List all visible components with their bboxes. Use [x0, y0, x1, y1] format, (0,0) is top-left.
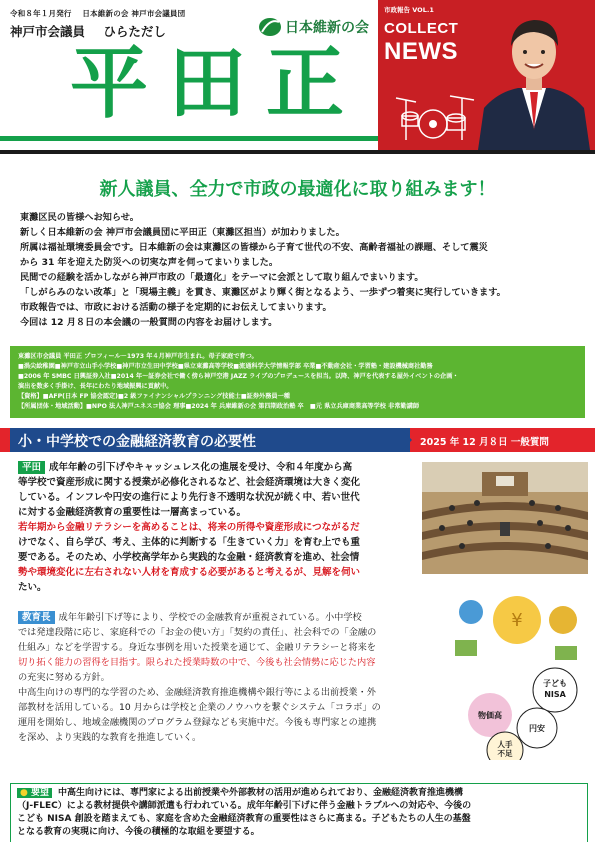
bubble-kids-nisa-2: NISA [544, 690, 566, 699]
question-line: している。インフレや円安の進行により先行き不透明な状況が続く中、若い世代 [18, 492, 360, 503]
name-kana: ひらただし [103, 24, 166, 39]
question-line: 若年期から金融リテラシーを高めることは、将来の所得や資産形成につながるだ [18, 522, 360, 533]
section-title: 小・中学校での金融経済教育の必要性 [18, 434, 256, 450]
question-line: けでなく、自ら学び、考え、主体的に判断する「生きていく力」を育む上でも重 [18, 537, 361, 548]
svg-text:¥: ¥ [511, 610, 523, 631]
answer-line: を深め、より実践的な教育を推進していく。 [18, 732, 202, 743]
question-line: 成年年齢の引下げやキャッシュレス化の進展を受け、令和４年度から高 [49, 462, 353, 473]
section-chevron [400, 428, 412, 452]
intro-line: 「しがらみのない改革」と「現場主義」を貫き、東灘区がより輝く街となるよう、一歩ずつ着実に実行していきます。 [20, 287, 506, 298]
collect-label: COLLECT [384, 20, 459, 37]
collect-news-panel [378, 0, 595, 150]
question-line: 等学校で資産形成に関する授業が必修化されるなど、社会経済環境は大きく変化 [18, 477, 361, 488]
section-date: 2025 年 12 月８日 一般質問 [420, 437, 549, 448]
economy-illustration [445, 590, 590, 760]
answer-line: 切り拓く能力の習得を目指す。限られた授業時数の中で、今後も社会情勢に応じた内容 [18, 657, 376, 668]
profile-line: 東灘区市会議員 平田正 プロフィール－1973 年４月神戸市生まれ。母子家庭で育つ。 [18, 353, 258, 360]
issue-date: 令和８年１月発行 [10, 9, 72, 18]
intro-line: 東灘区民の皆様へお知らせ。 [20, 212, 139, 223]
news-label: NEWS [384, 38, 458, 65]
profile-line: 【所属団体・地域活動】■NPO 法人神戸ユネスコ協会 理事■2024 年 兵庫維新の会 第四期政治塾 卒 ■元 県立兵庫商業高等学校 非常勤講師 [18, 403, 420, 410]
request-box [10, 783, 588, 842]
answer-line: の充実に努める方針。 [18, 672, 110, 683]
bubble-labor-shortage: 人手 [497, 740, 513, 749]
council-chamber-photo [422, 462, 588, 574]
vol-label: 市政報告 VOL.1 [384, 6, 434, 14]
request-line: （J-FLEC）による教材提供や講師派遣も行われている。成年年齢引下げに伴う金融トラブルへの対応や、今後の [17, 801, 472, 811]
leaf-logo-icon [258, 16, 282, 38]
profile-line: 【資格】■AFP(日本 FP 協会認定)■2 級ファイナンシャルプランニング技能士■証券外務員一種 [18, 393, 290, 400]
profile-box [10, 346, 585, 418]
header-divider [0, 150, 595, 154]
intro-line: 新しく日本維新の会 神戸市会議員団に平田正（東灘区担当）が加わりました。 [20, 227, 345, 238]
lightbulb-icon: ● [20, 788, 28, 798]
question-tag: 平田 [18, 461, 45, 474]
intro-line: から 31 年を迎えた防災への切実な声を伺ってまいりました。 [20, 257, 279, 268]
bubble-labor-shortage-2: 不足 [497, 749, 513, 758]
answer-line: 中高生向けの専門的な学習のため、金融経済教育推進機構や銀行等による出前授業・外 [18, 687, 376, 698]
answer-line: 運用を開始し、地域金融機関のプログラム登録なども実施中だ。今後も専門家との連携 [18, 717, 377, 728]
bubble-weak-yen: 円安 [529, 724, 545, 733]
answer-line: では発達段階に応じ、家庭科での「お金の使い方」「契約の責任」、社会科での「金融の [18, 627, 377, 638]
role: 神戸市会議員 [10, 24, 86, 39]
answer-line: 仕組み」などを学習する。身近な事例を用いた授業を通じて、金融リテラシーと将来を [18, 642, 376, 653]
answer-block [18, 610, 438, 745]
big-name-title: 平田正 [70, 39, 365, 129]
profile-line: ■2006 年 SMBC 日興証券入社■2014 年～証券会社で働く傍ら神戸空港 JAZZ ライブのプロデュースを担当。以降、神戸を代表する屋外イベントの企画・ [18, 373, 459, 380]
profile-line: ■渦尖絵稚園■神戸市立山手小学校■神戸市立生田中学校■県立東灘高等学校■流通科学大学情報学部 卒業■不動産会社・学習塾・建設機械商社勤務 [18, 363, 433, 370]
question-line: 要である。そのため、小学校高学年から実践的な金融・経済教育を進め、社会情 [18, 552, 360, 563]
answer-line: 部教材を活用している。10 月からは学校と企業のノウハウを繋ぐシステム「コラボ」の [18, 702, 381, 713]
question-block [18, 460, 413, 595]
intro-line: 所属は福祉環境委員会です。日本維新の会は東灘区の皆様から子育て世代の不安、高齢者福祉の課題、そして震災 [20, 242, 488, 253]
green-rule [0, 136, 378, 141]
intro-line: 市政報告では、市政における活動の様子を定期的にお伝えしてまいります。 [20, 302, 332, 313]
question-line: に対する金融経済教育の重要性は一層高まっている。 [18, 507, 247, 518]
publisher: 日本維新の会 神戸市会議員団 [82, 9, 186, 18]
request-line: となる教育の実現に向け、今後の積極的な取組を要望する。 [17, 827, 260, 837]
party-logo-text: 日本維新の会 [285, 20, 369, 36]
name-line [10, 22, 180, 40]
answer-tag: 教育長 [18, 611, 55, 624]
masthead [0, 0, 378, 150]
answer-line: 成年年齢引下げ等により、学校での金融教育が重視されている。小中学校 [58, 612, 362, 623]
question-line: 勢や環境変化に左右されない人材を育成する必要があると考えるが、見解を伺い [18, 567, 361, 578]
issue-line [10, 8, 193, 19]
bubble-inflation: 物価高 [478, 711, 502, 720]
bubble-kids-nisa: 子ども [543, 679, 567, 688]
request-line: こども NISA 創設を踏まえても、家庭を含めた金融経済教育の重要性はさらに高まる。子どもたちの人生の基盤 [17, 814, 471, 824]
party-logo [258, 16, 369, 38]
headline: 新人議員、全力で市政の最適化に取り組みます！ [99, 179, 496, 200]
question-line: たい。 [18, 582, 47, 593]
request-tag-label: 要望 [31, 788, 50, 798]
portrait-photo [478, 8, 590, 150]
request-tag [17, 788, 52, 798]
request-line: 中高生向けには、専門家による出前授業や外部教材の活用が進められており、金融経済教育推進機構 [58, 788, 464, 798]
intro-text [20, 210, 580, 330]
profile-line: 演出を数多く手掛け、長年にわたり地域振興に貢献中。 [18, 383, 173, 390]
intro-line: 民間での経験を活かしながら神戸市政の「最適化」をテーマに会派として取り組んでまいります。 [20, 272, 424, 283]
drum-kit-icon [388, 88, 478, 143]
intro-line: 今回は 12 月８日の本会議の一般質問の内容をお届けします。 [20, 317, 278, 328]
